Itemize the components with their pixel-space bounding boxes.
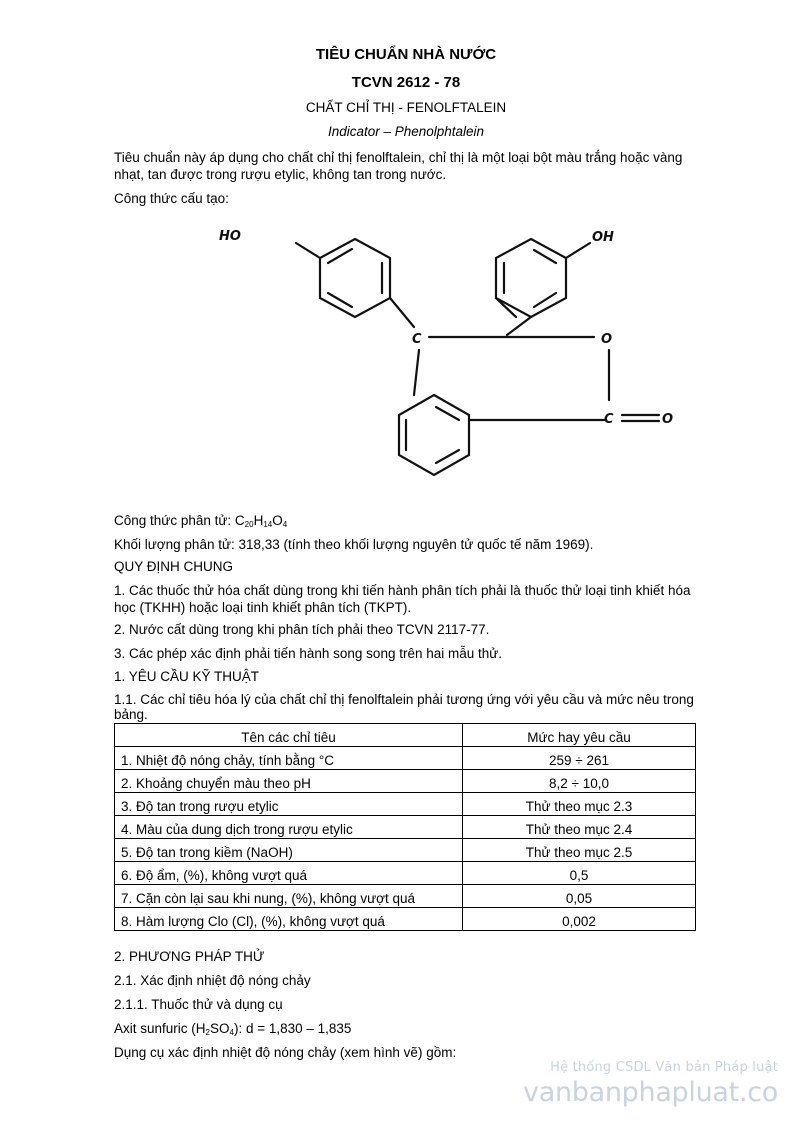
general-item-3: 3. Các phép xác định phải tiến hành song song trên hai mẫu thử. bbox=[114, 646, 503, 661]
molecular-formula: Công thức phân tử: $C_{20}H_{14}O_4$ bbox=[114, 513, 288, 529]
requirements-item-1-1: 1.1. Các chỉ tiêu hóa lý của chất chỉ thị fenolftalein phải tương ứng với yêu cầu và mức nêu trong bảng. bbox=[114, 692, 694, 722]
left-phenol-ring bbox=[296, 239, 414, 327]
sulfuric-acid-line: Axit sunfuric $(H_2SO_4)$: d = 1,830 – 1,835 bbox=[114, 1021, 352, 1037]
general-item-2: 2. Nước cất dùng trong khi phân tích phải theo TCVN 2117-77. bbox=[114, 622, 490, 637]
right-phenol-ring bbox=[496, 239, 590, 317]
methods-section-2-1: 2.1. Xác định nhiệt độ nóng chảy bbox=[114, 973, 311, 988]
standard-subject-english: Indicator – Phenolphtalein bbox=[327, 124, 485, 139]
general-item-1: 1. Các thuốc thử hóa chất dùng trong khi tiến hành phân tích phải là thuốc thử loại tinh khiết hóa học (TKHH) hoặc loại tinh khiết phân tích (TKPT). bbox=[114, 583, 691, 615]
structure-label: Công thức cấu tạo: bbox=[114, 191, 229, 206]
standard-subject: CHẤT CHỈ THỊ - FENOLFTALEIN bbox=[305, 100, 507, 115]
bottom-benzene-ring bbox=[399, 395, 604, 475]
table-row: 6. Độ ẩm, (%), không vượt quá 0,5 bbox=[115, 862, 696, 885]
watermark bbox=[523, 1060, 778, 1108]
label-o-carbonyl: O bbox=[662, 412, 674, 427]
table-row: 5. Độ tan trong kiềm (NaOH) Thử theo mục 2.5 bbox=[115, 839, 696, 862]
structural-formula-diagram bbox=[214, 215, 674, 490]
table-row: 8. Hàm lượng Clo (Cl), (%), không vượt quá 0,002 bbox=[115, 908, 696, 931]
bond-right-ring-to-c bbox=[507, 317, 531, 335]
table-row: 1. Nhiệt độ nóng chảy, tính bằng °C 259 ÷ 261 bbox=[115, 747, 696, 770]
standard-code: TCVN 2612 - 78 bbox=[351, 74, 461, 91]
molar-mass: Khối lượng phân tử: 318,33 (tính theo khối lượng nguyên tử quốc tế năm 1969). bbox=[114, 537, 594, 552]
apparatus-line: Dụng cụ xác định nhiệt độ nóng chảy (xem hình vẽ) gồm: bbox=[114, 1045, 457, 1060]
watermark-line-1: Hệ thống CSDL Văn bản Pháp luật bbox=[550, 1060, 778, 1075]
requirements-heading: 1. YÊU CẦU KỸ THUẬT bbox=[114, 669, 260, 684]
methods-section-2-1-1: 2.1.1. Thuốc thử và dụng cụ bbox=[114, 997, 283, 1012]
bond-c-benzene bbox=[414, 350, 419, 395]
table-row: 3. Độ tan trong rượu etylic Thử theo mục 2.3 bbox=[115, 793, 696, 816]
table-header-level: Mức hay yêu cầu bbox=[463, 724, 696, 747]
label-c-top: C bbox=[412, 332, 422, 347]
label-ho: HO bbox=[219, 229, 241, 244]
watermark-line-2: vanbanphapluat.co bbox=[523, 1077, 778, 1108]
table-row: 7. Cặn còn lại sau khi nung, (%), không vượt quá 0,05 bbox=[115, 885, 696, 908]
specification-table bbox=[114, 723, 696, 931]
document-title: TIÊU CHUẨN NHÀ NƯỚC bbox=[315, 46, 497, 63]
table-row: 4. Màu của dung dịch trong rượu etylic Thử theo mục 2.4 bbox=[115, 816, 696, 839]
label-oh: OH bbox=[592, 230, 614, 245]
general-heading: QUY ĐỊNH CHUNG bbox=[114, 559, 234, 574]
methods-heading: 2. PHƯƠNG PHÁP THỬ bbox=[114, 949, 265, 964]
label-c-bottom: C bbox=[604, 412, 614, 427]
table-header-indicator: Tên các chỉ tiêu bbox=[115, 724, 463, 747]
intro-paragraph: Tiêu chuẩn này áp dụng cho chất chỉ thị fenolftalein, chỉ thị là một loại bột màu trắng hoặc vàng nhạt, tan được trong rượu etylic, không tan trong nước. bbox=[114, 150, 683, 182]
label-o-ring: O bbox=[601, 332, 613, 347]
table-header-row bbox=[115, 724, 696, 747]
table-row: 2. Khoảng chuyển màu theo pH 8,2 ÷ 10,0 bbox=[115, 770, 696, 793]
